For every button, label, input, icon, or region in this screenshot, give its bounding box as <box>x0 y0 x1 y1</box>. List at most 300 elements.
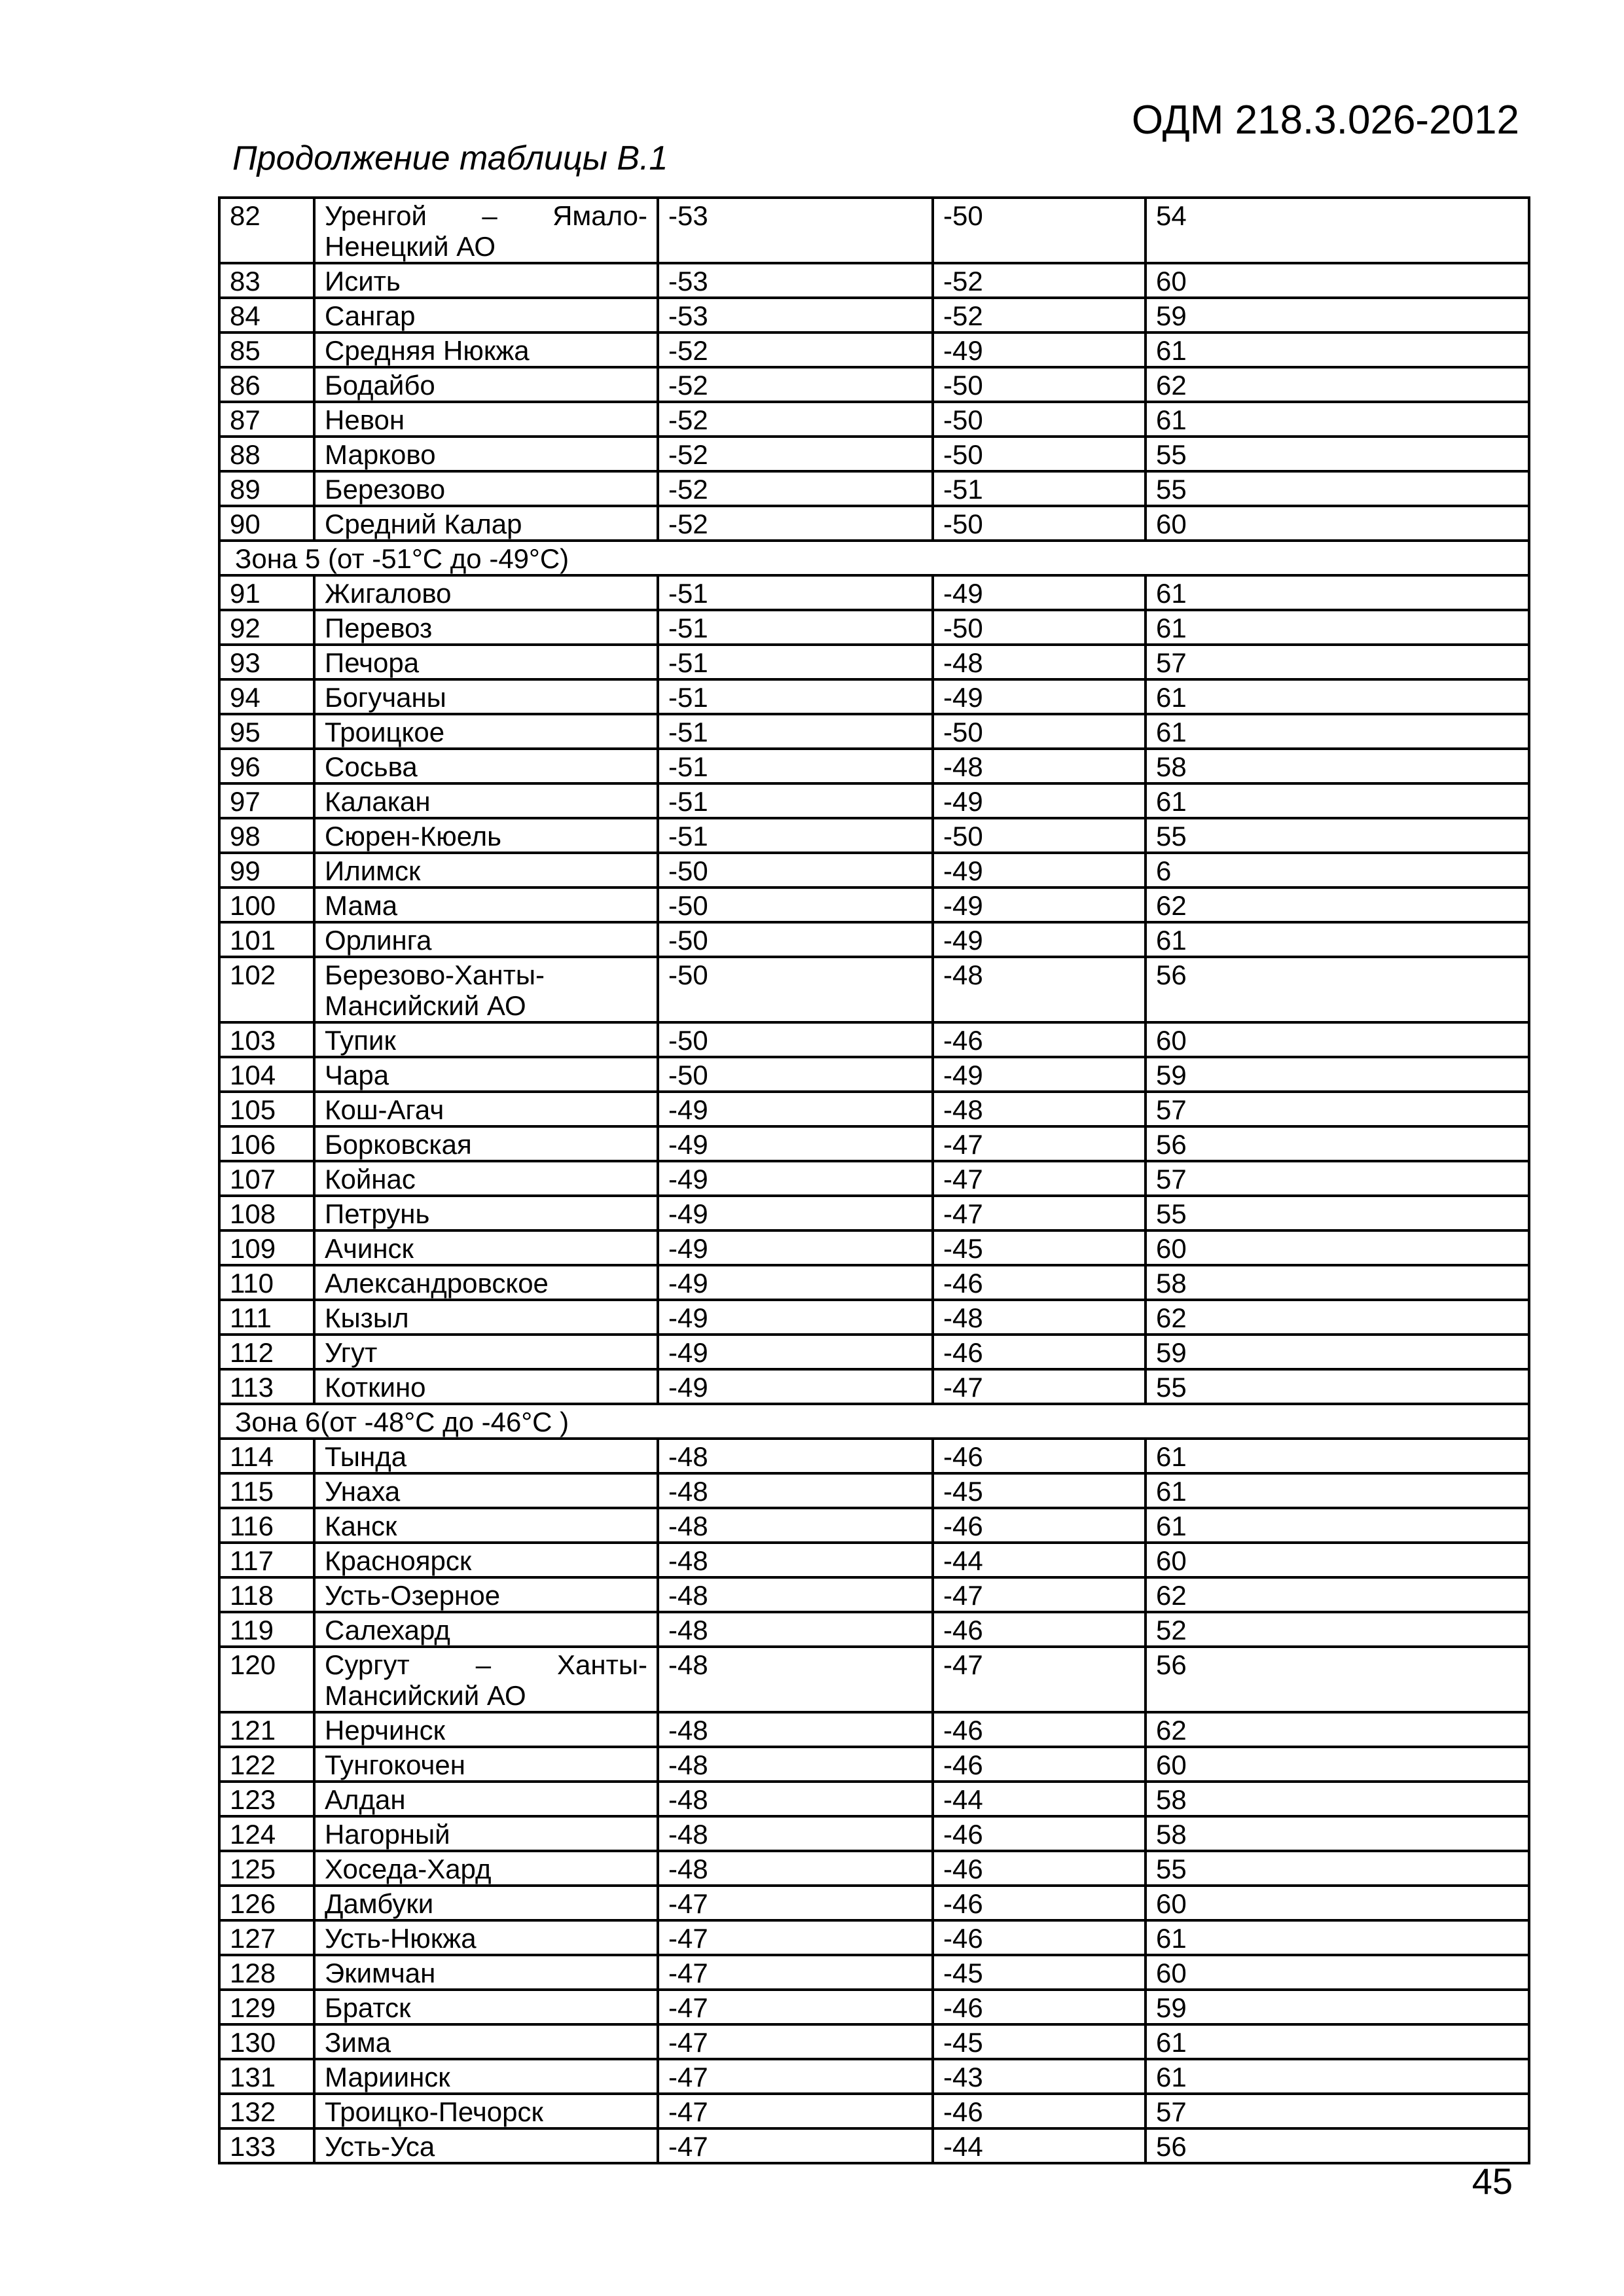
table-row <box>219 1990 1529 2024</box>
station-name: Братск <box>314 1990 658 2024</box>
station-name: Илимск <box>314 853 658 888</box>
zone-label: Зона 5 (от -51°С до -49°С) <box>219 541 1529 575</box>
value-col-1: -49 <box>658 1196 933 1230</box>
station-name: Тупик <box>314 1022 658 1057</box>
value-col-3: 55 <box>1146 1851 1529 1886</box>
station-name: Унаха <box>314 1473 658 1508</box>
page-number: 45 <box>1471 2161 1513 2202</box>
value-col-3: 56 <box>1146 1126 1529 1161</box>
value-col-3: 62 <box>1146 1712 1529 1747</box>
table-row <box>219 1851 1529 1886</box>
station-name: Усть-Озерное <box>314 1577 658 1612</box>
station-name: Дамбуки <box>314 1886 658 1920</box>
value-col-2: -49 <box>933 853 1146 888</box>
table-row <box>219 888 1529 922</box>
row-number: 87 <box>219 402 314 437</box>
value-col-3: 57 <box>1146 1161 1529 1196</box>
value-col-2: -48 <box>933 1092 1146 1126</box>
table-row <box>219 2128 1529 2163</box>
row-number: 129 <box>219 1990 314 2024</box>
value-col-1: -47 <box>658 2059 933 2094</box>
value-col-1: -51 <box>658 679 933 714</box>
zone-header-row <box>219 1404 1529 1439</box>
value-col-3: 57 <box>1146 2094 1529 2128</box>
row-number: 99 <box>219 853 314 888</box>
station-name: Березово-Ханты-Мансийский АО <box>314 957 658 1022</box>
value-col-3: 58 <box>1146 1265 1529 1300</box>
table-row <box>219 679 1529 714</box>
station-name: Средняя Нюкжа <box>314 332 658 367</box>
row-number: 126 <box>219 1886 314 1920</box>
station-name: Усть-Уса <box>314 2128 658 2163</box>
value-col-1: -49 <box>658 1092 933 1126</box>
station-name: Сангар <box>314 298 658 332</box>
value-col-3: 58 <box>1146 1816 1529 1851</box>
table-row <box>219 749 1529 783</box>
station-name: Нерчинск <box>314 1712 658 1747</box>
value-col-2: -46 <box>933 1816 1146 1851</box>
value-col-1: -50 <box>658 957 933 1022</box>
station-name: Богучаны <box>314 679 658 714</box>
value-col-2: -46 <box>933 1747 1146 1782</box>
value-col-2: -52 <box>933 298 1146 332</box>
table-row <box>219 714 1529 749</box>
value-col-3: 61 <box>1146 1920 1529 1955</box>
station-name: Александровское <box>314 1265 658 1300</box>
value-col-2: -50 <box>933 714 1146 749</box>
value-col-1: -48 <box>658 1816 933 1851</box>
value-col-3: 61 <box>1146 610 1529 645</box>
table-row <box>219 2059 1529 2094</box>
value-col-2: -44 <box>933 1543 1146 1577</box>
table-row <box>219 198 1529 263</box>
row-number: 106 <box>219 1126 314 1161</box>
value-col-1: -48 <box>658 1747 933 1782</box>
value-col-3: 55 <box>1146 1369 1529 1404</box>
value-col-1: -47 <box>658 2024 933 2059</box>
value-col-3: 56 <box>1146 1647 1529 1712</box>
table-row <box>219 1196 1529 1230</box>
value-col-3: 55 <box>1146 471 1529 506</box>
row-number: 124 <box>219 1816 314 1851</box>
station-name: Троицко-Печорск <box>314 2094 658 2128</box>
row-number: 119 <box>219 1612 314 1647</box>
row-number: 102 <box>219 957 314 1022</box>
value-col-3: 60 <box>1146 263 1529 298</box>
value-col-1: -48 <box>658 1782 933 1816</box>
value-col-2: -49 <box>933 332 1146 367</box>
station-name: Бодайбо <box>314 367 658 402</box>
value-col-1: -48 <box>658 1712 933 1747</box>
value-col-1: -48 <box>658 1647 933 1712</box>
value-col-1: -52 <box>658 367 933 402</box>
value-col-2: -45 <box>933 1955 1146 1990</box>
row-number: 110 <box>219 1265 314 1300</box>
value-col-3: 59 <box>1146 298 1529 332</box>
table-row <box>219 1955 1529 1990</box>
value-col-3: 56 <box>1146 2128 1529 2163</box>
value-col-2: -48 <box>933 1300 1146 1335</box>
value-col-1: -47 <box>658 2128 933 2163</box>
value-col-1: -52 <box>658 437 933 471</box>
value-col-2: -48 <box>933 957 1146 1022</box>
station-name: Салехард <box>314 1612 658 1647</box>
value-col-2: -47 <box>933 1196 1146 1230</box>
row-number: 88 <box>219 437 314 471</box>
value-col-1: -48 <box>658 1473 933 1508</box>
value-col-1: -49 <box>658 1300 933 1335</box>
value-col-3: 60 <box>1146 1747 1529 1782</box>
table-row <box>219 1369 1529 1404</box>
table-row <box>219 610 1529 645</box>
value-col-3: 59 <box>1146 1335 1529 1369</box>
table-row <box>219 1161 1529 1196</box>
value-col-2: -46 <box>933 1508 1146 1543</box>
value-col-2: -47 <box>933 1647 1146 1712</box>
value-col-3: 61 <box>1146 714 1529 749</box>
station-name: Зима <box>314 2024 658 2059</box>
value-col-3: 61 <box>1146 783 1529 818</box>
station-name: Березово <box>314 471 658 506</box>
table-body <box>219 198 1529 2163</box>
station-name: Петрунь <box>314 1196 658 1230</box>
row-number: 117 <box>219 1543 314 1577</box>
value-col-1: -49 <box>658 1126 933 1161</box>
value-col-3: 61 <box>1146 2024 1529 2059</box>
value-col-1: -52 <box>658 471 933 506</box>
value-col-3: 62 <box>1146 1300 1529 1335</box>
value-col-3: 52 <box>1146 1612 1529 1647</box>
row-number: 93 <box>219 645 314 679</box>
row-number: 132 <box>219 2094 314 2128</box>
value-col-1: -50 <box>658 1057 933 1092</box>
value-col-1: -47 <box>658 1955 933 1990</box>
value-col-2: -50 <box>933 367 1146 402</box>
station-name: Перевоз <box>314 610 658 645</box>
station-name: Невон <box>314 402 658 437</box>
table-row <box>219 437 1529 471</box>
value-col-1: -48 <box>658 1508 933 1543</box>
station-name: Борковская <box>314 1126 658 1161</box>
station-name: Канск <box>314 1508 658 1543</box>
value-col-3: 55 <box>1146 437 1529 471</box>
value-col-2: -49 <box>933 922 1146 957</box>
row-number: 128 <box>219 1955 314 1990</box>
value-col-1: -52 <box>658 332 933 367</box>
table-row <box>219 1057 1529 1092</box>
value-col-1: -50 <box>658 1022 933 1057</box>
value-col-2: -45 <box>933 1230 1146 1265</box>
table-row <box>219 263 1529 298</box>
value-col-2: -45 <box>933 1473 1146 1508</box>
value-col-3: 57 <box>1146 645 1529 679</box>
value-col-1: -52 <box>658 506 933 541</box>
value-col-2: -50 <box>933 198 1146 263</box>
value-col-2: -48 <box>933 645 1146 679</box>
value-col-2: -44 <box>933 1782 1146 1816</box>
table-row <box>219 783 1529 818</box>
value-col-3: 59 <box>1146 1057 1529 1092</box>
row-number: 97 <box>219 783 314 818</box>
value-col-1: -47 <box>658 2094 933 2128</box>
value-col-3: 55 <box>1146 818 1529 853</box>
row-number: 133 <box>219 2128 314 2163</box>
station-name: Уренгой – Ямало-Ненецкий АО <box>314 198 658 263</box>
row-number: 103 <box>219 1022 314 1057</box>
value-col-2: -46 <box>933 1439 1146 1473</box>
row-number: 84 <box>219 298 314 332</box>
row-number: 100 <box>219 888 314 922</box>
station-name: Экимчан <box>314 1955 658 1990</box>
station-name: Средний Калар <box>314 506 658 541</box>
value-col-1: -51 <box>658 818 933 853</box>
row-number: 83 <box>219 263 314 298</box>
row-number: 96 <box>219 749 314 783</box>
value-col-3: 61 <box>1146 2059 1529 2094</box>
value-col-1: -51 <box>658 749 933 783</box>
table-row <box>219 575 1529 610</box>
table-row <box>219 1439 1529 1473</box>
station-name: Кош-Агач <box>314 1092 658 1126</box>
value-col-3: 57 <box>1146 1092 1529 1126</box>
value-col-2: -46 <box>933 1990 1146 2024</box>
value-col-2: -49 <box>933 575 1146 610</box>
station-name: Орлинга <box>314 922 658 957</box>
row-number: 120 <box>219 1647 314 1712</box>
value-col-2: -50 <box>933 402 1146 437</box>
row-number: 86 <box>219 367 314 402</box>
table-row <box>219 402 1529 437</box>
value-col-3: 58 <box>1146 1782 1529 1816</box>
row-number: 101 <box>219 922 314 957</box>
table-row <box>219 818 1529 853</box>
document-code: ОДМ 218.3.026-2012 <box>1131 98 1519 143</box>
value-col-3: 60 <box>1146 1022 1529 1057</box>
value-col-3: 60 <box>1146 1543 1529 1577</box>
value-col-3: 61 <box>1146 1439 1529 1473</box>
row-number: 98 <box>219 818 314 853</box>
row-number: 109 <box>219 1230 314 1265</box>
table-row <box>219 853 1529 888</box>
row-number: 125 <box>219 1851 314 1886</box>
value-col-3: 60 <box>1146 1955 1529 1990</box>
value-col-1: -51 <box>658 645 933 679</box>
row-number: 118 <box>219 1577 314 1612</box>
station-name: Сургут – Ханты-Мансийский АО <box>314 1647 658 1712</box>
row-number: 123 <box>219 1782 314 1816</box>
value-col-3: 61 <box>1146 679 1529 714</box>
table-row <box>219 1647 1529 1712</box>
row-number: 95 <box>219 714 314 749</box>
table-row <box>219 1816 1529 1851</box>
row-number: 107 <box>219 1161 314 1196</box>
row-number: 113 <box>219 1369 314 1404</box>
value-col-3: 61 <box>1146 402 1529 437</box>
value-col-3: 56 <box>1146 957 1529 1022</box>
table-row <box>219 1022 1529 1057</box>
row-number: 112 <box>219 1335 314 1369</box>
row-number: 115 <box>219 1473 314 1508</box>
table-row <box>219 1265 1529 1300</box>
row-number: 114 <box>219 1439 314 1473</box>
row-number: 104 <box>219 1057 314 1092</box>
table-row <box>219 957 1529 1022</box>
value-col-3: 55 <box>1146 1196 1529 1230</box>
table-row <box>219 1612 1529 1647</box>
value-col-2: -47 <box>933 1126 1146 1161</box>
row-number: 111 <box>219 1300 314 1335</box>
value-col-3: 6 <box>1146 853 1529 888</box>
table-row <box>219 471 1529 506</box>
zone-header-row <box>219 541 1529 575</box>
station-name: Койнас <box>314 1161 658 1196</box>
row-number: 91 <box>219 575 314 610</box>
value-col-3: 58 <box>1146 749 1529 783</box>
value-col-2: -49 <box>933 679 1146 714</box>
value-col-2: -50 <box>933 506 1146 541</box>
row-number: 127 <box>219 1920 314 1955</box>
value-col-3: 61 <box>1146 332 1529 367</box>
station-name: Тунгокочен <box>314 1747 658 1782</box>
station-name: Угут <box>314 1335 658 1369</box>
value-col-1: -49 <box>658 1230 933 1265</box>
value-col-1: -51 <box>658 575 933 610</box>
table-row <box>219 645 1529 679</box>
table-row <box>219 1712 1529 1747</box>
row-number: 108 <box>219 1196 314 1230</box>
value-col-2: -50 <box>933 437 1146 471</box>
value-col-3: 61 <box>1146 1473 1529 1508</box>
zone-label: Зона 6(от -48°С до -46°С ) <box>219 1404 1529 1439</box>
value-col-3: 60 <box>1146 1230 1529 1265</box>
value-col-3: 61 <box>1146 1508 1529 1543</box>
value-col-2: -43 <box>933 2059 1146 2094</box>
row-number: 130 <box>219 2024 314 2059</box>
table-row <box>219 2024 1529 2059</box>
value-col-2: -47 <box>933 1161 1146 1196</box>
value-col-3: 62 <box>1146 888 1529 922</box>
station-name: Усть-Нюкжа <box>314 1920 658 1955</box>
table-row <box>219 298 1529 332</box>
table-row <box>219 1092 1529 1126</box>
station-name: Марково <box>314 437 658 471</box>
row-number: 82 <box>219 198 314 263</box>
station-name: Алдан <box>314 1782 658 1816</box>
value-col-1: -51 <box>658 610 933 645</box>
value-col-1: -48 <box>658 1439 933 1473</box>
table-caption: Продолжение таблицы В.1 <box>232 139 668 177</box>
table-row <box>219 1543 1529 1577</box>
row-number: 116 <box>219 1508 314 1543</box>
row-number: 85 <box>219 332 314 367</box>
value-col-3: 62 <box>1146 367 1529 402</box>
row-number: 90 <box>219 506 314 541</box>
table-row <box>219 1473 1529 1508</box>
station-name: Сюрен-Кюель <box>314 818 658 853</box>
value-col-1: -53 <box>658 263 933 298</box>
station-name: Исить <box>314 263 658 298</box>
table-row <box>219 506 1529 541</box>
value-col-2: -51 <box>933 471 1146 506</box>
value-col-3: 59 <box>1146 1990 1529 2024</box>
value-col-2: -46 <box>933 1712 1146 1747</box>
value-col-2: -46 <box>933 1612 1146 1647</box>
value-col-2: -44 <box>933 2128 1146 2163</box>
station-name: Мама <box>314 888 658 922</box>
station-name: Ачинск <box>314 1230 658 1265</box>
station-name: Чара <box>314 1057 658 1092</box>
value-col-2: -46 <box>933 1265 1146 1300</box>
value-col-1: -53 <box>658 198 933 263</box>
value-col-1: -47 <box>658 1920 933 1955</box>
station-name: Троицкое <box>314 714 658 749</box>
table-row <box>219 1782 1529 1816</box>
value-col-3: 62 <box>1146 1577 1529 1612</box>
value-col-1: -48 <box>658 1612 933 1647</box>
station-name: Хоседа-Хард <box>314 1851 658 1886</box>
table-row <box>219 1747 1529 1782</box>
value-col-2: -46 <box>933 1920 1146 1955</box>
row-number: 94 <box>219 679 314 714</box>
value-col-1: -53 <box>658 298 933 332</box>
value-col-1: -50 <box>658 922 933 957</box>
table-row <box>219 332 1529 367</box>
value-col-1: -49 <box>658 1335 933 1369</box>
value-col-2: -47 <box>933 1369 1146 1404</box>
value-col-2: -46 <box>933 1886 1146 1920</box>
table-row <box>219 1577 1529 1612</box>
value-col-2: -49 <box>933 783 1146 818</box>
value-col-2: -46 <box>933 1335 1146 1369</box>
value-col-1: -48 <box>658 1543 933 1577</box>
table-row <box>219 1508 1529 1543</box>
value-col-1: -51 <box>658 714 933 749</box>
table-row <box>219 1920 1529 1955</box>
value-col-2: -46 <box>933 1851 1146 1886</box>
row-number: 121 <box>219 1712 314 1747</box>
value-col-1: -47 <box>658 1886 933 1920</box>
table-row <box>219 367 1529 402</box>
value-col-2: -46 <box>933 2094 1146 2128</box>
value-col-1: -48 <box>658 1577 933 1612</box>
value-col-2: -45 <box>933 2024 1146 2059</box>
station-name: Печора <box>314 645 658 679</box>
value-col-1: -50 <box>658 888 933 922</box>
value-col-1: -49 <box>658 1265 933 1300</box>
value-col-2: -50 <box>933 610 1146 645</box>
station-name: Сосьва <box>314 749 658 783</box>
value-col-1: -49 <box>658 1369 933 1404</box>
value-col-1: -49 <box>658 1161 933 1196</box>
table-row <box>219 1335 1529 1369</box>
table-row <box>219 922 1529 957</box>
row-number: 92 <box>219 610 314 645</box>
value-col-3: 60 <box>1146 506 1529 541</box>
table-row <box>219 2094 1529 2128</box>
value-col-2: -49 <box>933 888 1146 922</box>
table-row <box>219 1300 1529 1335</box>
value-col-2: -46 <box>933 1022 1146 1057</box>
value-col-2: -47 <box>933 1577 1146 1612</box>
row-number: 122 <box>219 1747 314 1782</box>
station-name: Нагорный <box>314 1816 658 1851</box>
station-name: Тында <box>314 1439 658 1473</box>
value-col-3: 54 <box>1146 198 1529 263</box>
value-col-1: -47 <box>658 1990 933 2024</box>
climate-data-table <box>218 196 1530 2164</box>
table-row <box>219 1230 1529 1265</box>
value-col-2: -49 <box>933 1057 1146 1092</box>
